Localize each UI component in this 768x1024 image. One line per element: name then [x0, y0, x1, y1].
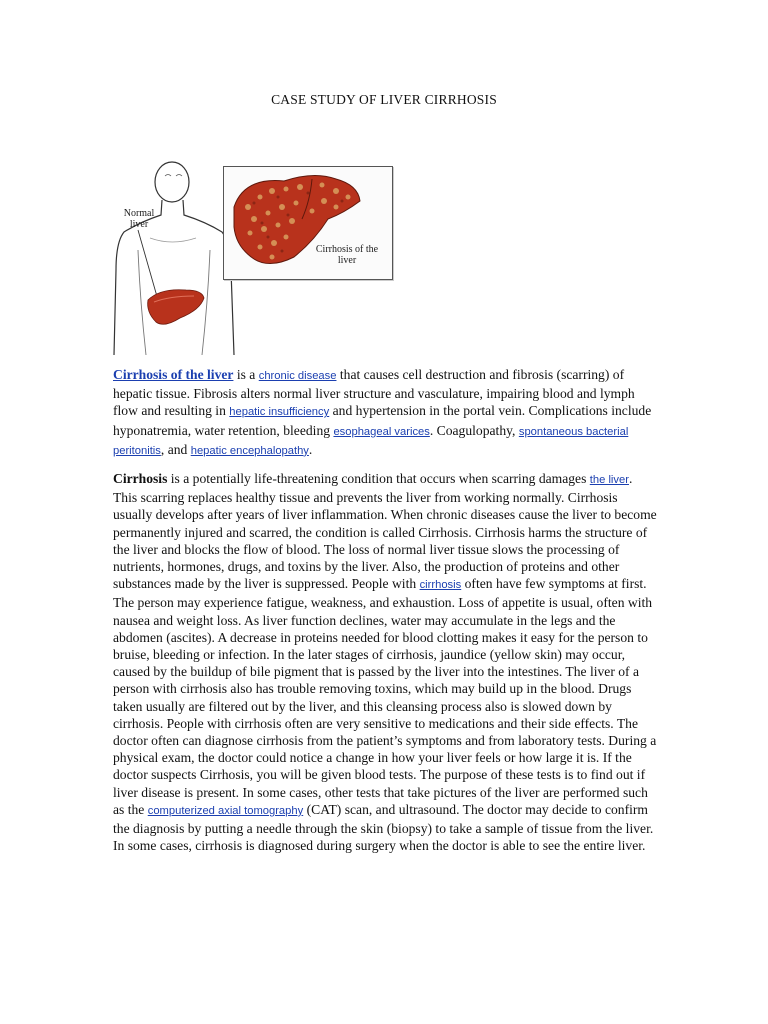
- paragraph-cirrhosis-details: Cirrhosis is a potentially life-threatening condition that occurs when scarring damages the liver. This scarring replaces healthy tissue and prevents the liver from working normally. Cirrhosis usually develops after years of liver inflammation. When chronic diseases cause the liver to become permanently injured and scarred, the condition is called Cirrhosis. Cirrhosis harms the structure of the liver and blocks the flow of blood. The loss of normal liver tissue slows the processing of nutrients, hormones, drugs, and toxins by the liver. Also, the production of proteins and other substances made by the liver is suppressed. People with cirrhosis often have few symptoms at first. The person may experience fatigue, weakness, and exhaustion. Loss of appetite is usual, often with nausea and weight loss. As liver function declines, water may accumulate in the legs and the abdomen (ascites). A decrease in proteins needed for blood clotting makes it easy for the person to bruise, bleeding or infection. In the later stages of cirrhosis, jaundice (yellow skin) may occur, caused by the buildup of bile pigment that is passed by the liver into the intestines. The liver of a person with cirrhosis also has trouble removing toxins, which may build up in the blood. Drugs taken usually are filtered out by the liver, and this cleansing process also is slowed down by cirrhosis. People with cirrhosis often are very sensitive to medications and their side effects. The doctor often can diagnose cirrhosis from the patient’s symptoms and from laboratory tests. During a physical exam, the doctor could notice a change in how your liver feels or how large it is. If the doctor suspects Cirrhosis, you will be given blood tests. The purpose of these tests is to find out if liver disease is present. In some cases, other tests that take pictures of the liver are performed such as the computerized axial tomography (CAT) scan, and ultrasound. The doctor may decide to confirm the diagnosis by putting a needle through the skin (biopsy) to take a sample of tissue from the liver. In some cases, cirrhosis is diagnosed during surgery when the doctor is able to see the entire liver.: [113, 471, 657, 854]
- page-title: CASE STUDY OF LIVER CIRRHOSIS: [271, 92, 497, 107]
- normal-liver-label: Normal liver: [123, 208, 155, 230]
- link-the-liver[interactable]: the liver: [589, 474, 629, 486]
- bold-cirrhosis: Cirrhosis: [113, 471, 168, 486]
- normal-liver-shape: [148, 290, 204, 325]
- link-hepatic-insufficiency[interactable]: hepatic insufficiency: [229, 406, 330, 419]
- head-outline: [155, 162, 189, 202]
- paragraph-cirrhosis-definition: Cirrhosis of the liver is a chronic disease that causes cell destruction and fibrosis (scarring) of hepatic tissue. Fibrosis alters normal liver structure and vasculature, impairing blood and lymph flow and resulting in hepatic insufficiency and hypertension in the portal vein. Complications include hyponatremia, water retention, bleeding esophageal varices. Coagulopathy, spontaneous bacterial peritonitis, and hepatic encephalopathy.: [113, 367, 652, 457]
- link-cirrhosis[interactable]: cirrhosis: [419, 579, 462, 592]
- link-hepatic-encephalopathy[interactable]: hepatic encephalopathy: [190, 444, 309, 457]
- pointer-line: [138, 230, 158, 300]
- link-spontaneous-bacterial-peritonitis[interactable]: spontaneous bacterial peritonitis: [113, 425, 629, 457]
- link-esophageal-varices[interactable]: esophageal varices: [333, 425, 430, 438]
- link-chronic-disease[interactable]: chronic disease: [258, 370, 337, 382]
- cirrhosis-liver-label: Cirrhosis of the liver: [315, 244, 379, 266]
- link-computerized-axial-tomography[interactable]: computerized axial tomography: [147, 804, 304, 817]
- link-cirrhosis-of-the-liver[interactable]: Cirrhosis of the liver: [113, 367, 234, 382]
- liver-illustration: [110, 160, 400, 355]
